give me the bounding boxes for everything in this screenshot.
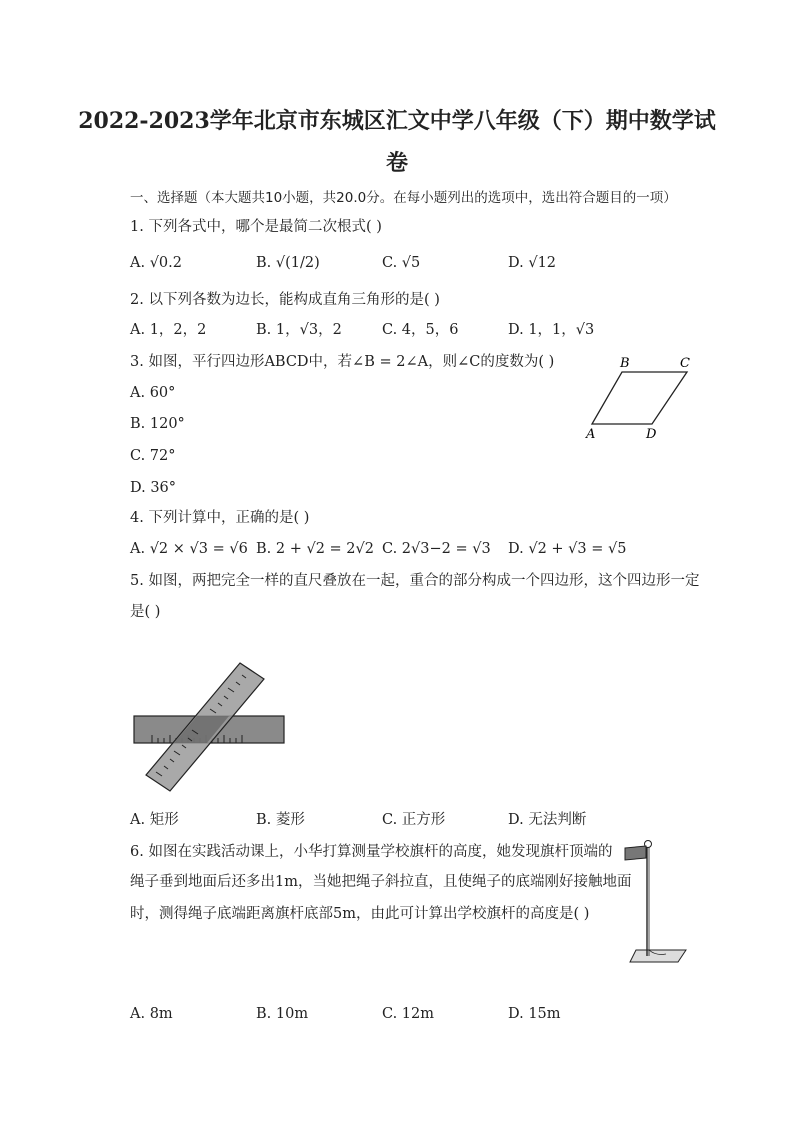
question-6-stem-line1: 6. 如图在实践活动课上，小华打算测量学校旗杆的高度，她发现旗杆顶端的: [130, 844, 613, 860]
q6-option-d: D. 15m: [508, 1006, 561, 1022]
q1-option-c: C. √5: [382, 255, 421, 271]
q3-option-b: B. 120°: [130, 416, 185, 432]
page-title-line1: 2022-2023学年北京市东城区汇文中学八年级（下）期中数学试: [78, 108, 716, 134]
q2-option-b: B. 1，√3，2: [256, 322, 342, 338]
q3-option-d: D. 36°: [130, 480, 177, 496]
question-5-stem-line1: 5. 如图，两把完全一样的直尺叠放在一起，重合的部分构成一个四边形，这个四边形一定: [130, 573, 700, 589]
q3-option-a: A. 60°: [130, 385, 176, 401]
q6-option-a: A. 8m: [130, 1006, 173, 1022]
two-rulers-figure: [128, 655, 293, 795]
q2-option-d: D. 1，1，√3: [508, 322, 595, 338]
label-d: D: [646, 427, 657, 442]
q6-option-c: C. 12m: [382, 1006, 434, 1022]
label-b: B: [620, 356, 630, 371]
question-6-stem-line2: 绳子垂到地面后还多出1m，当她把绳子斜拉直，且使绳子的底端刚好接触地面: [130, 874, 632, 890]
question-1-stem: 1. 下列各式中，哪个是最简二次根式( ): [130, 219, 382, 235]
q4-option-b: B. 2 + √2 = 2√2: [256, 541, 374, 557]
q1-option-a: A. √0.2: [130, 255, 182, 271]
q5-option-c: C. 正方形: [382, 812, 446, 828]
q1-option-d: D. √12: [508, 255, 557, 271]
question-6-stem-line3: 时，测得绳子底端距离旗杆底部5m，由此可计算出学校旗杆的高度是( ): [130, 906, 590, 922]
question-2-stem: 2. 以下列各数为边长，能构成直角三角形的是( ): [130, 292, 440, 308]
q2-option-c: C. 4，5，6: [382, 322, 459, 338]
question-3-stem: 3. 如图，平行四边形ABCD中，若∠B = 2∠A，则∠C的度数为( ): [130, 354, 555, 370]
flagpole-figure: [620, 838, 695, 968]
label-c: C: [680, 356, 690, 371]
q2-option-a: A. 1，2，2: [130, 322, 207, 338]
q5-option-b: B. 菱形: [256, 812, 305, 828]
q5-option-a: A. 矩形: [130, 812, 179, 828]
q1-option-b: B. √(1/2): [256, 255, 320, 271]
q6-option-b: B. 10m: [256, 1006, 309, 1022]
question-5-stem-line2: 是( ): [130, 604, 161, 620]
parallelogram-figure: [580, 350, 700, 445]
q3-option-c: C. 72°: [130, 448, 176, 464]
label-a: A: [586, 427, 596, 442]
q5-option-d: D. 无法判断: [508, 812, 587, 828]
section-heading: 一、选择题（本大题共10小题，共20.0分。在每小题列出的选项中，选出符合题目的一项）: [130, 190, 677, 206]
q4-option-d: D. √2 + √3 = √5: [508, 541, 627, 557]
q4-option-a: A. √2 × √3 = √6: [130, 541, 248, 557]
q4-option-c: C. 2√3−2 = √3: [382, 541, 491, 557]
question-4-stem: 4. 下列计算中，正确的是( ): [130, 510, 310, 526]
page-title-line2: 卷: [385, 150, 408, 176]
